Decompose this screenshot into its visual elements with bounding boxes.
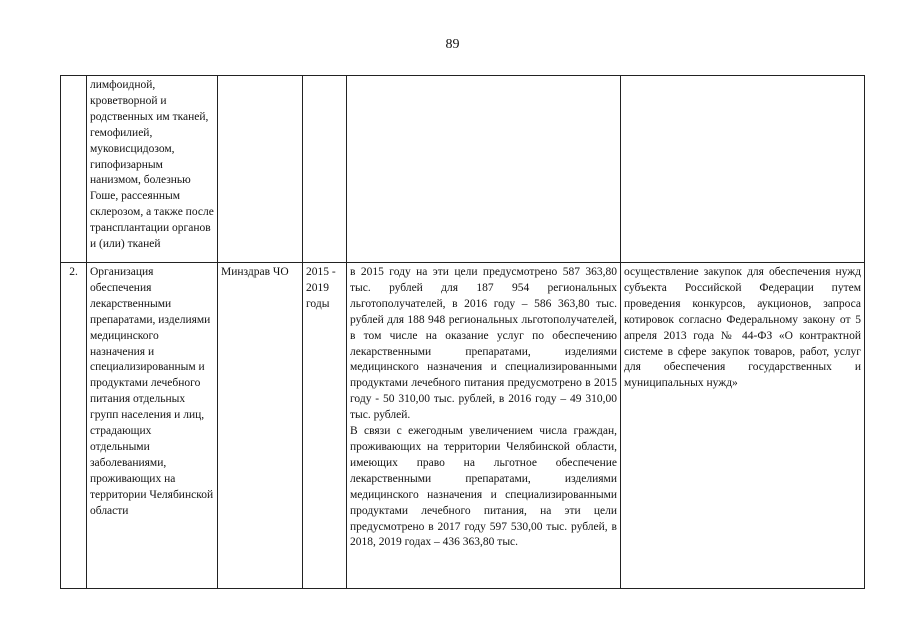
table-row — [61, 76, 865, 263]
funding-cell — [347, 263, 621, 589]
period-cell — [303, 76, 347, 263]
mechanism-cell: осуществление закупок для обеспечения нужд субъекта Российской Федерации путем проведения конкурсов, аукционов, запроса котировок согласно Федеральному закону от 5 апреля 2013 года № 44-ФЗ «О контрактной системе в сфере закупок товаров, работ, услуг для обеспечения государственных и муниципальных нужд» — [621, 263, 865, 589]
funding-paragraph: в 2015 году на эти цели предусмотрено 587 363,80 тыс. рублей для 187 954 региональных льготополучателей, в 2016 году – 586 363,80 тыс. рублей для 188 948 региональных льготополучателей, в том числе на оказание услуг по обеспечению лекарственными препаратами, изделиями медицинского назначения и специализированными продуктами лечебного питания предусмотрено в 2015 году - 50 310,00 тыс. рублей, в 2016 году – 49 310,00 тыс. рублей. — [350, 266, 617, 422]
executor-cell: Минздрав ЧО — [218, 263, 303, 589]
funding-cell — [347, 76, 621, 263]
funding-paragraph: В связи с ежегодным увеличением числа граждан, проживающих на территории Челябинской области, имеющих право на льготное обеспечение лекарственными препаратами, изделиями медицинского назначения и специализированными продуктами лечебного питания, на эти цели предусмотрено в 2017 году 597 530,00 тыс. рублей, в 2018, 2019 годах – 436 363,80 тыс. — [350, 425, 617, 549]
measures-table — [60, 75, 865, 589]
row-number-cell — [61, 76, 87, 263]
measure-cell: Организация обеспечения лекарственными препаратами, изделиями медицинского назначения и специализированным и продуктами лечебного питания отдельных групп населения и лиц, страдающих отдельными заболеваниями, проживающих на территории Челябинской области — [87, 263, 218, 589]
measure-cell: лимфоидной, кроветворной и родственных им тканей, гемофилией, муковисцидозом, гипофизарным нанизмом, болезнью Гоше, рассеянным склерозом, а также после трансплантации органов и (или) тканей — [87, 76, 218, 263]
table-row — [61, 263, 865, 589]
page-number: 89 — [445, 37, 460, 52]
executor-cell — [218, 76, 303, 263]
period-cell: 2015 - 2019 годы — [303, 263, 347, 589]
mechanism-cell — [621, 76, 865, 263]
row-number-cell: 2. — [61, 263, 87, 589]
